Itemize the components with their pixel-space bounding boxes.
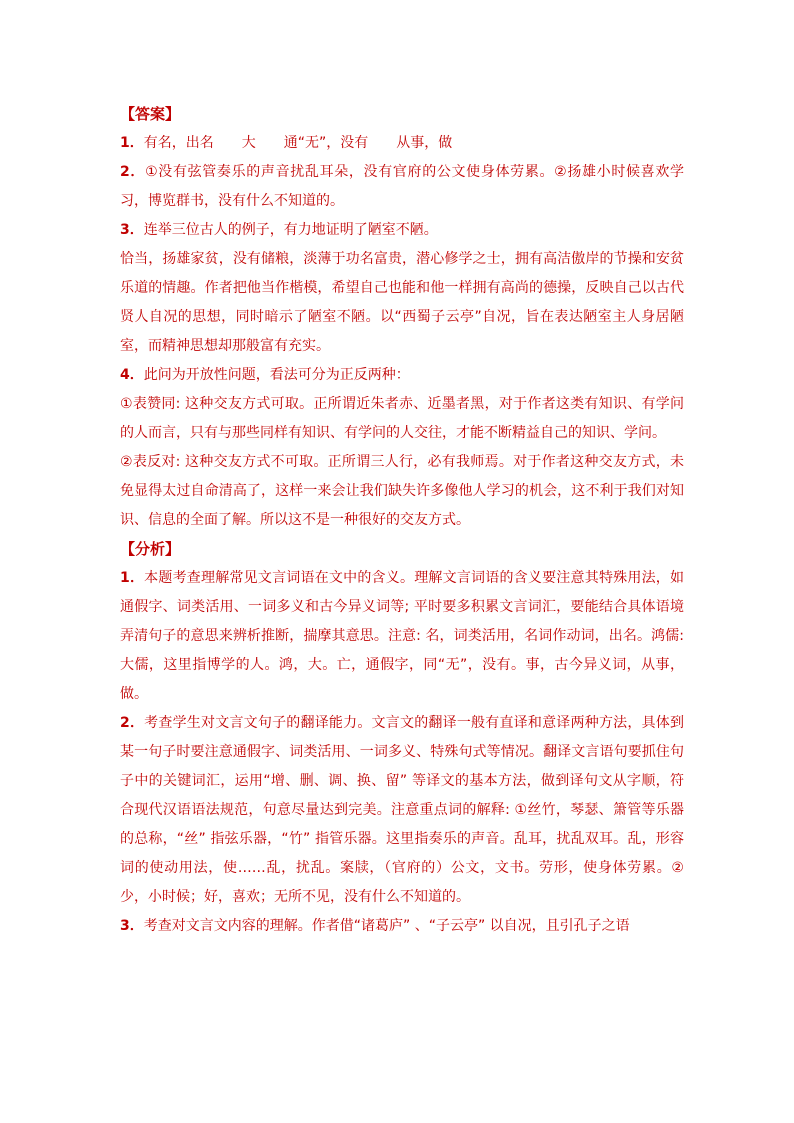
answer-3-text: 连举三位古人的例子，有力地证明了陋室不陋。	[143, 222, 438, 238]
answer-4-con-text: ②表反对: 这种交友方式不可取。正所谓三人行，必有我师焉。对于作者这种交友方式，未免显得太过自命清高了，这样一来会让我们缺失许多像他人学习的机会，这不利于我们对知识、信息的全面了解。所以这不是一种很好的交友方式。	[120, 454, 684, 528]
answer-1-number: 1．	[120, 135, 144, 151]
answer-2-number: 2．	[120, 164, 146, 180]
analysis-3-number: 3．	[120, 918, 144, 934]
analysis-3-text: 考查对文言文内容的理解。作者借“诸葛庐” 、“子云亭” 以自况，且引孔子之语	[143, 918, 630, 934]
answer-1-text: 有名，出名 大 通“无”，没有 从事，做	[143, 135, 453, 151]
answer-2	[120, 158, 684, 216]
answer-3-detail-text: 恰当，扬雄家贫，没有储粮，淡薄于功名富贵，潜心修学之士，拥有高洁傲岸的节操和安贫乐道的情趣。作者把他当作楷模，希望自己也能和他一样拥有高尚的德操，反映自己以古代贤人自况的思想，同时暗示了陋室不陋。以“西蜀子云亭”自况，旨在表达陋室主人身居陋室，而精神思想却那般富有充实。	[120, 251, 684, 354]
analysis-1	[120, 564, 684, 709]
answer-4	[120, 361, 684, 390]
analysis-heading: 【分析】	[120, 540, 181, 558]
analysis-2-number: 2．	[120, 715, 145, 731]
answer-3-number: 3．	[120, 222, 144, 238]
analysis-1-text: 本题考查理解常见文言词语在文中的含义。理解文言词语的含义要注意其特殊用法，如通假字、词类活用、一词多义和古今异义词等; 平时要多积累文言词汇，要能结合具体语境弄清句子的意思来辨析推断，揣摩其意思。注意: 名，词类活用，名词作动词，出名。鸿儒: 大儒，这里指博学的人。鸿，大。亡，通假字，同“无”，没有。事，古今异义词，从事，做。	[120, 570, 684, 702]
answer-3-detail	[120, 245, 684, 361]
answer-4-text: 此问为开放性问题，看法可分为正反两种：	[143, 367, 410, 383]
answer-4-pro	[120, 390, 684, 448]
answer-4-number: 4．	[120, 367, 144, 383]
answer-4-con	[120, 448, 684, 535]
answer-3	[120, 216, 684, 245]
answer-2-text: ①没有弦管奏乐的声音扰乱耳朵，没有官府的公文使身体劳累。②扬雄小时候喜欢学习，博览群书，没有什么不知道的。	[120, 164, 684, 209]
analysis-2	[120, 709, 684, 912]
analysis-2-text: 考查学生对文言文句子的翻译能力。文言文的翻译一般有直译和意译两种方法，具体到某一句子时要注意通假字、词类活用、一词多义、特殊句式等情况。翻译文言语句要抓住句子中的关键词汇，运用“增、删、调、换、留” 等译文的基本方法，做到译句文从字顺，符合现代汉语语法规范，句意尽量达到完美。注意重点词的解释: ①丝竹，琴瑟、箫管等乐器的总称，“丝” 指弦乐器，“竹” 指管乐器。这里指奏乐的声音。乱耳，扰乱双耳。乱，形容词的使动用法，使……乱，扰乱。案牍，（官府的）公文，文书。劳形，使身体劳累。②少，小时候；好，喜欢；无所不见，没有什么不知道的。	[120, 715, 684, 905]
analysis-3	[120, 912, 684, 941]
answer-heading: 【答案】	[120, 105, 181, 123]
answer-1	[120, 129, 684, 158]
analysis-1-number: 1．	[120, 570, 145, 586]
answer-4-pro-text: ①表赞同: 这种交友方式可取。正所谓近朱者赤、近墨者黑，对于作者这类有知识、有学问的人而言，只有与那些同样有知识、有学问的人交往，才能不断精益自己的知识、学问。	[120, 396, 684, 441]
